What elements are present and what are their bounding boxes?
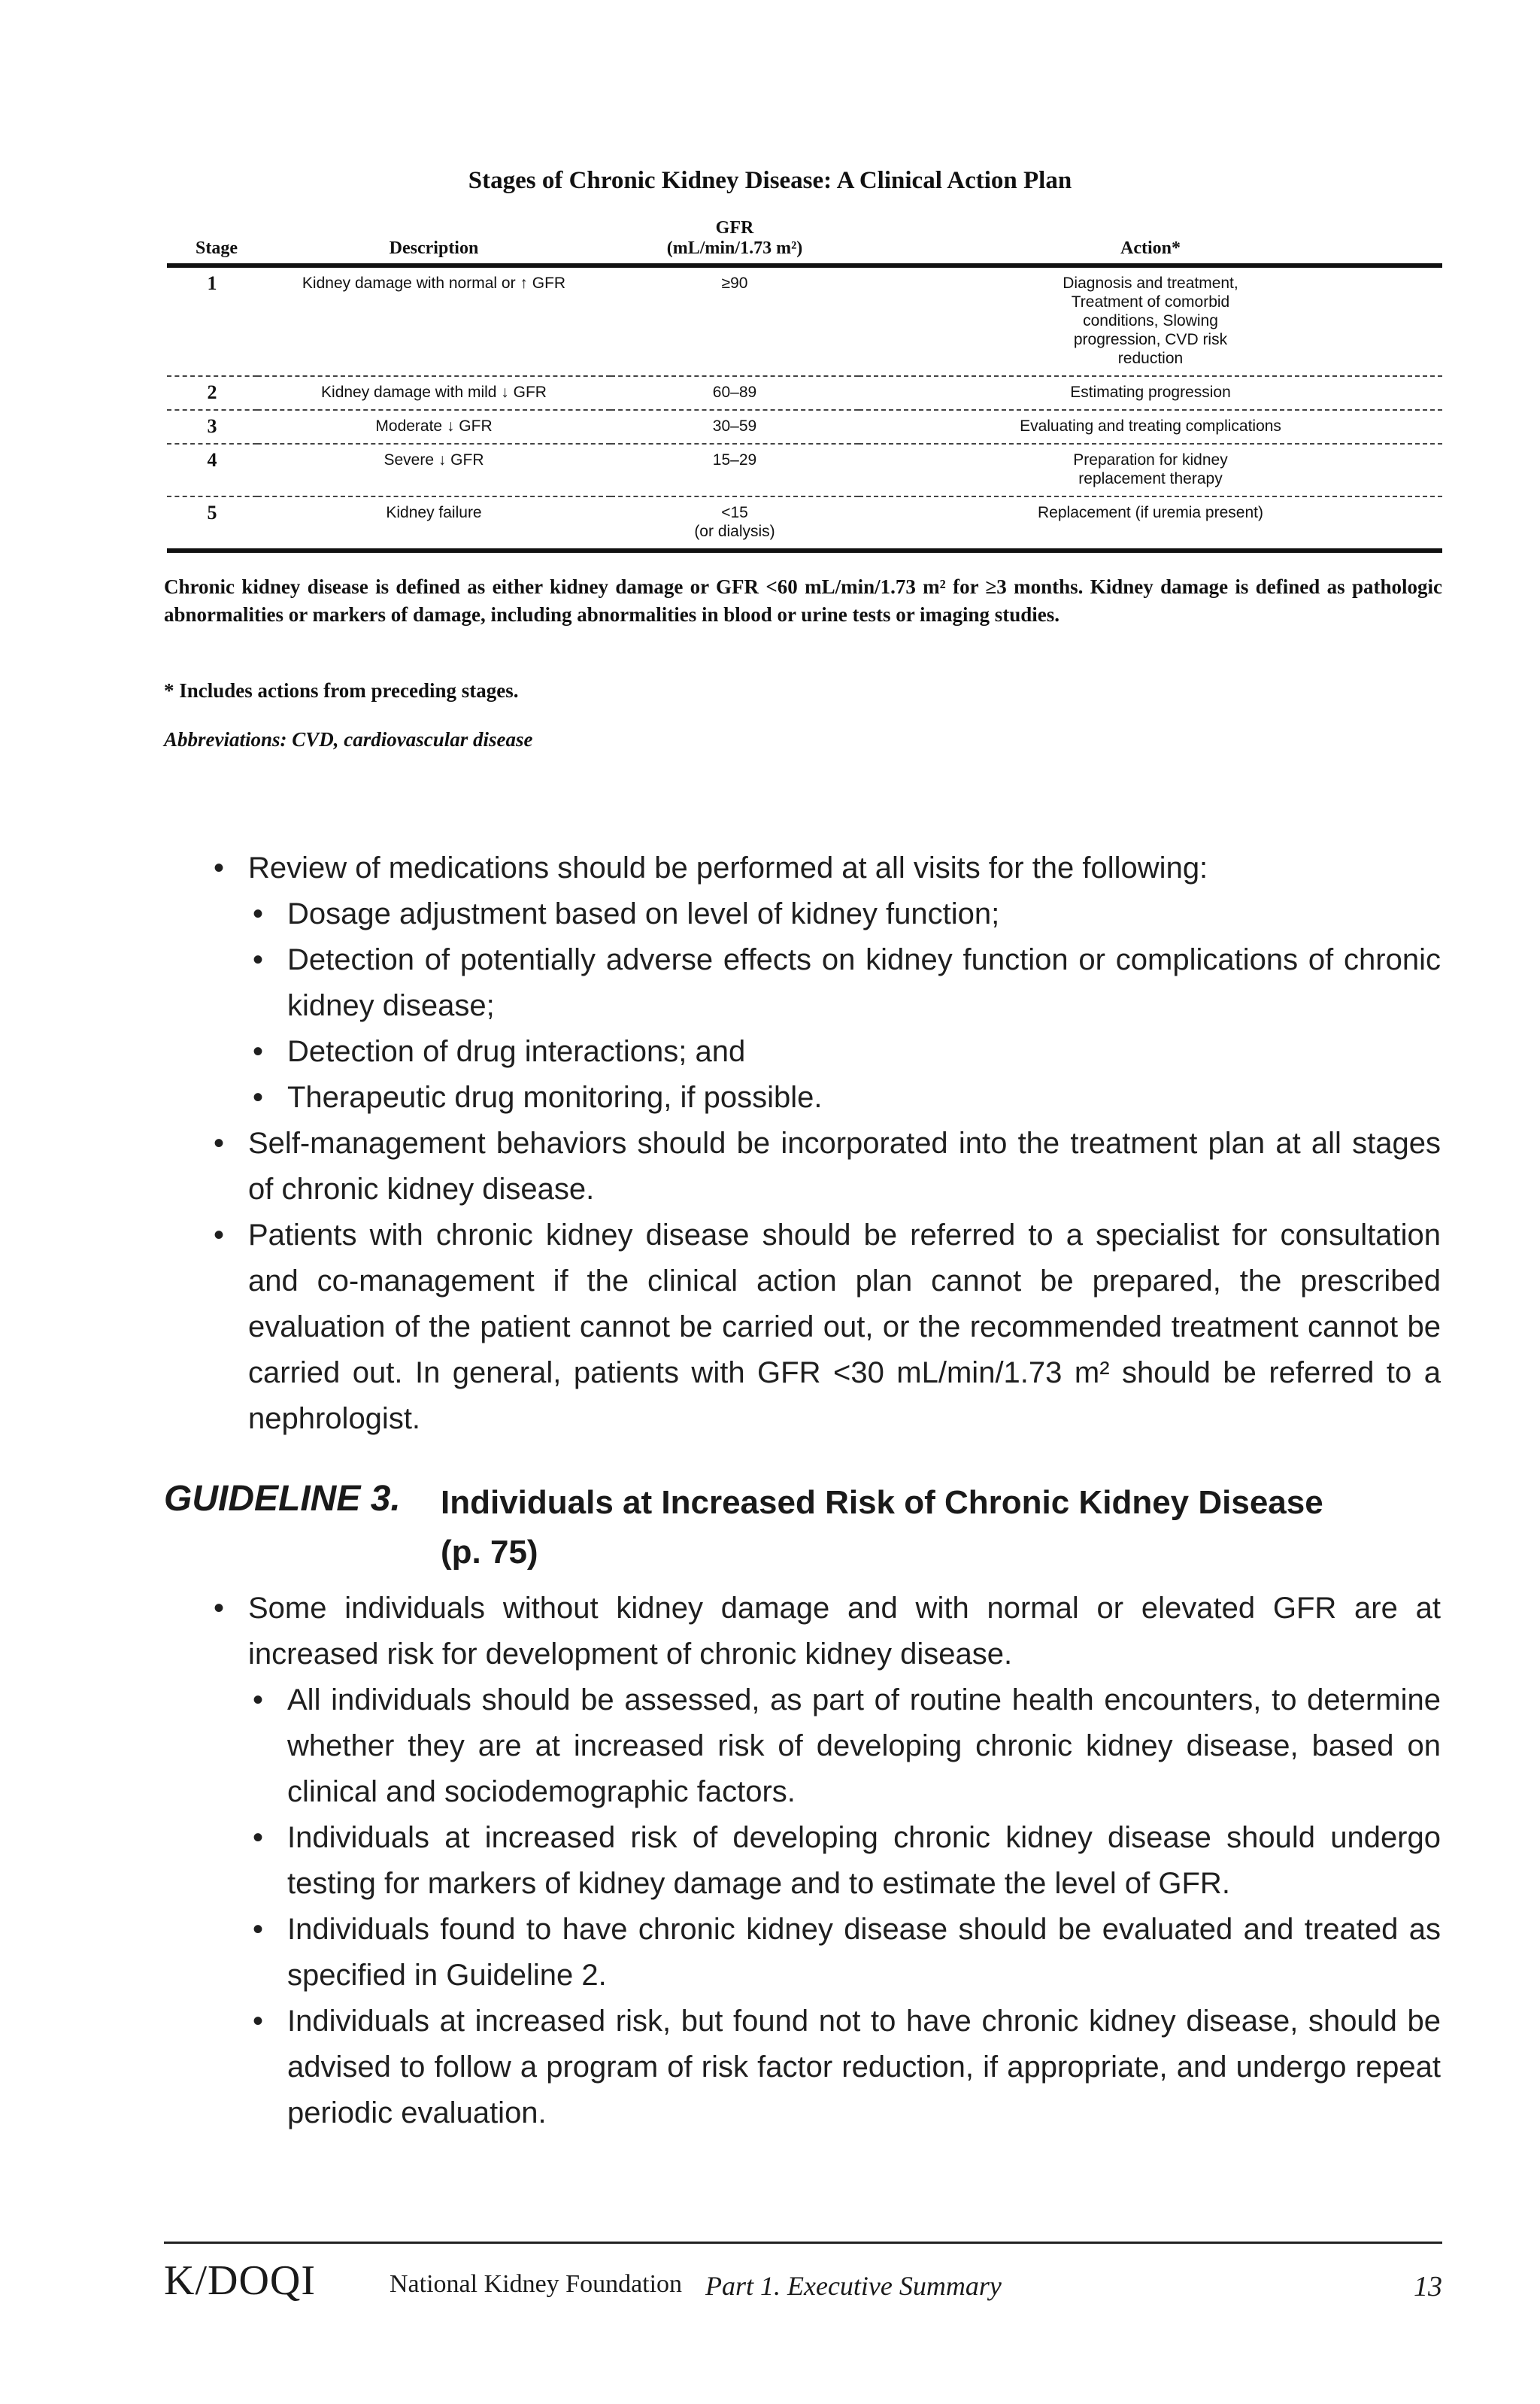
figure-includes-note: * Includes actions from preceding stages. [164, 679, 519, 702]
description-cell: Severe ↓ GFR [257, 444, 611, 496]
bullet-text: Individuals found to have chronic kidney disease should be evaluated and treated as specified in Guideline 2. [287, 1913, 1441, 1992]
bullet-text: Review of medications should be performed at all visits for the following: [248, 851, 1208, 885]
list-item [287, 937, 1441, 1029]
list-item [287, 1907, 1441, 1999]
bullet-text: All individuals should be assessed, as part of routine health encounters, to determine whether they are at increased risk of developing chronic kidney disease, based on clinical and sociodemographic factors. [287, 1683, 1441, 1808]
stage-cell: 2 [167, 376, 257, 410]
list-item [287, 891, 1441, 937]
figure-title: Stages of Chronic Kidney Disease: A Clinical Action Plan [468, 167, 1072, 194]
description-cell: Kidney damage with normal or ↑ GFR [257, 266, 611, 376]
footer-organization: National Kidney Foundation [390, 2270, 683, 2298]
bullet-text: Detection of drug interactions; and [287, 1035, 746, 1068]
header-gfr-line1: GFR [715, 218, 754, 238]
bullet-text: Dosage adjustment based on level of kidney function; [287, 897, 1000, 930]
list-item [287, 1677, 1441, 1815]
bullet-text: Therapeutic drug monitoring, if possible. [287, 1081, 823, 1114]
gfr-cell: ≥90 [611, 266, 859, 376]
stage-cell: 4 [167, 444, 257, 496]
table-row [167, 266, 1442, 376]
action-cell: Evaluating and treating complications [859, 410, 1442, 444]
bullet-text: Detection of potentially adverse effects on kidney function or complications of chronic kidney disease; [287, 943, 1441, 1022]
bullets-top [0, 845, 1540, 1442]
page-footer [164, 2255, 1442, 2308]
action-cell: Preparation for kidney replacement therapy [859, 444, 1442, 496]
description-cell: Kidney damage with mild ↓ GFR [257, 376, 611, 410]
gfr-value: <15 [721, 504, 748, 521]
guideline-label: GUIDELINE 3. [164, 1479, 401, 1519]
footer-section: Part 1. Executive Summary [705, 2271, 1002, 2301]
bullet-text: Self-management behaviors should be incorporated into the treatment plan at all stages of chronic kidney disease. [248, 1127, 1441, 1206]
bullet-text: Some individuals without kidney damage and with normal or elevated GFR are at increased risk for development of chronic kidney disease. [248, 1592, 1441, 1671]
bullet-text: Individuals at increased risk, but found not to have chronic kidney disease, should be advised to follow a program of risk factor reduction, if appropriate, and undergo repeat periodic evaluation. [287, 2005, 1441, 2129]
ckd-stages-table [167, 218, 1442, 553]
gfr-cell: 30–59 [611, 410, 859, 444]
list-item [0, 1213, 1441, 1442]
action-cell: Replacement (if uremia present) [859, 496, 1442, 551]
table-row [167, 410, 1442, 444]
guideline-title: Individuals at Increased Risk of Chronic Kidney Disease (p. 75) [441, 1484, 1323, 1571]
header-stage: Stage [167, 218, 257, 266]
description-cell: Kidney failure [257, 496, 611, 551]
table-row [167, 496, 1442, 551]
header-action: Action* [859, 218, 1442, 266]
list-item [0, 1586, 1441, 2136]
gfr-cell: 15–29 [611, 444, 859, 496]
bullet-text: Patients with chronic kidney disease should be referred to a specialist for consultation and co-management if the clinical action plan cannot be prepared, the prescribed evaluation of the patient cannot be carried out, or the recommended treatment cannot be carried out. In general, patients with GFR <30 mL/min/1.73 m² should be referred to a nephrologist. [248, 1219, 1441, 1435]
stage-cell: 1 [167, 266, 257, 376]
footer-divider [164, 2242, 1442, 2244]
description-cell: Moderate ↓ GFR [257, 410, 611, 444]
page-number: 13 [1414, 2271, 1442, 2302]
action-cell: Diagnosis and treatment, Treatment of comorbid conditions, Slowing progression, CVD risk reduction [859, 266, 1442, 376]
table-row [167, 444, 1442, 496]
table-header-row [167, 218, 1442, 266]
gfr-note: (or dialysis) [694, 523, 775, 540]
bullet-text: Individuals at increased risk of developing chronic kidney disease should undergo testing for markers of kidney damage and to estimate the level of GFR. [287, 1821, 1441, 1900]
list-item [287, 1075, 1441, 1121]
table-row [167, 376, 1442, 410]
list-item [0, 845, 1441, 1121]
action-cell: Estimating progression [859, 376, 1442, 410]
header-gfr [611, 218, 859, 266]
bullets-bottom [0, 1586, 1540, 2136]
header-description: Description [257, 218, 611, 266]
gfr-cell [611, 496, 859, 551]
list-item [287, 1999, 1441, 2136]
figure-abbreviations: Abbreviations: CVD, cardiovascular disease [164, 728, 533, 751]
figure-definition: Chronic kidney disease is defined as either kidney damage or GFR <60 mL/min/1.73 m² for ≥3 months. Kidney damage is defined as pathologic abnormalities or markers of damage, including abnormalities in blood or urine tests or imaging studies. [164, 575, 1442, 626]
header-gfr-line2: (mL/min/1.73 m²) [666, 238, 803, 258]
list-item [287, 1815, 1441, 1907]
footer-brand: K/DOQI [164, 2257, 316, 2304]
list-item [0, 1121, 1441, 1213]
gfr-cell: 60–89 [611, 376, 859, 410]
stage-cell: 5 [167, 496, 257, 551]
list-item [287, 1029, 1441, 1075]
stage-cell: 3 [167, 410, 257, 444]
